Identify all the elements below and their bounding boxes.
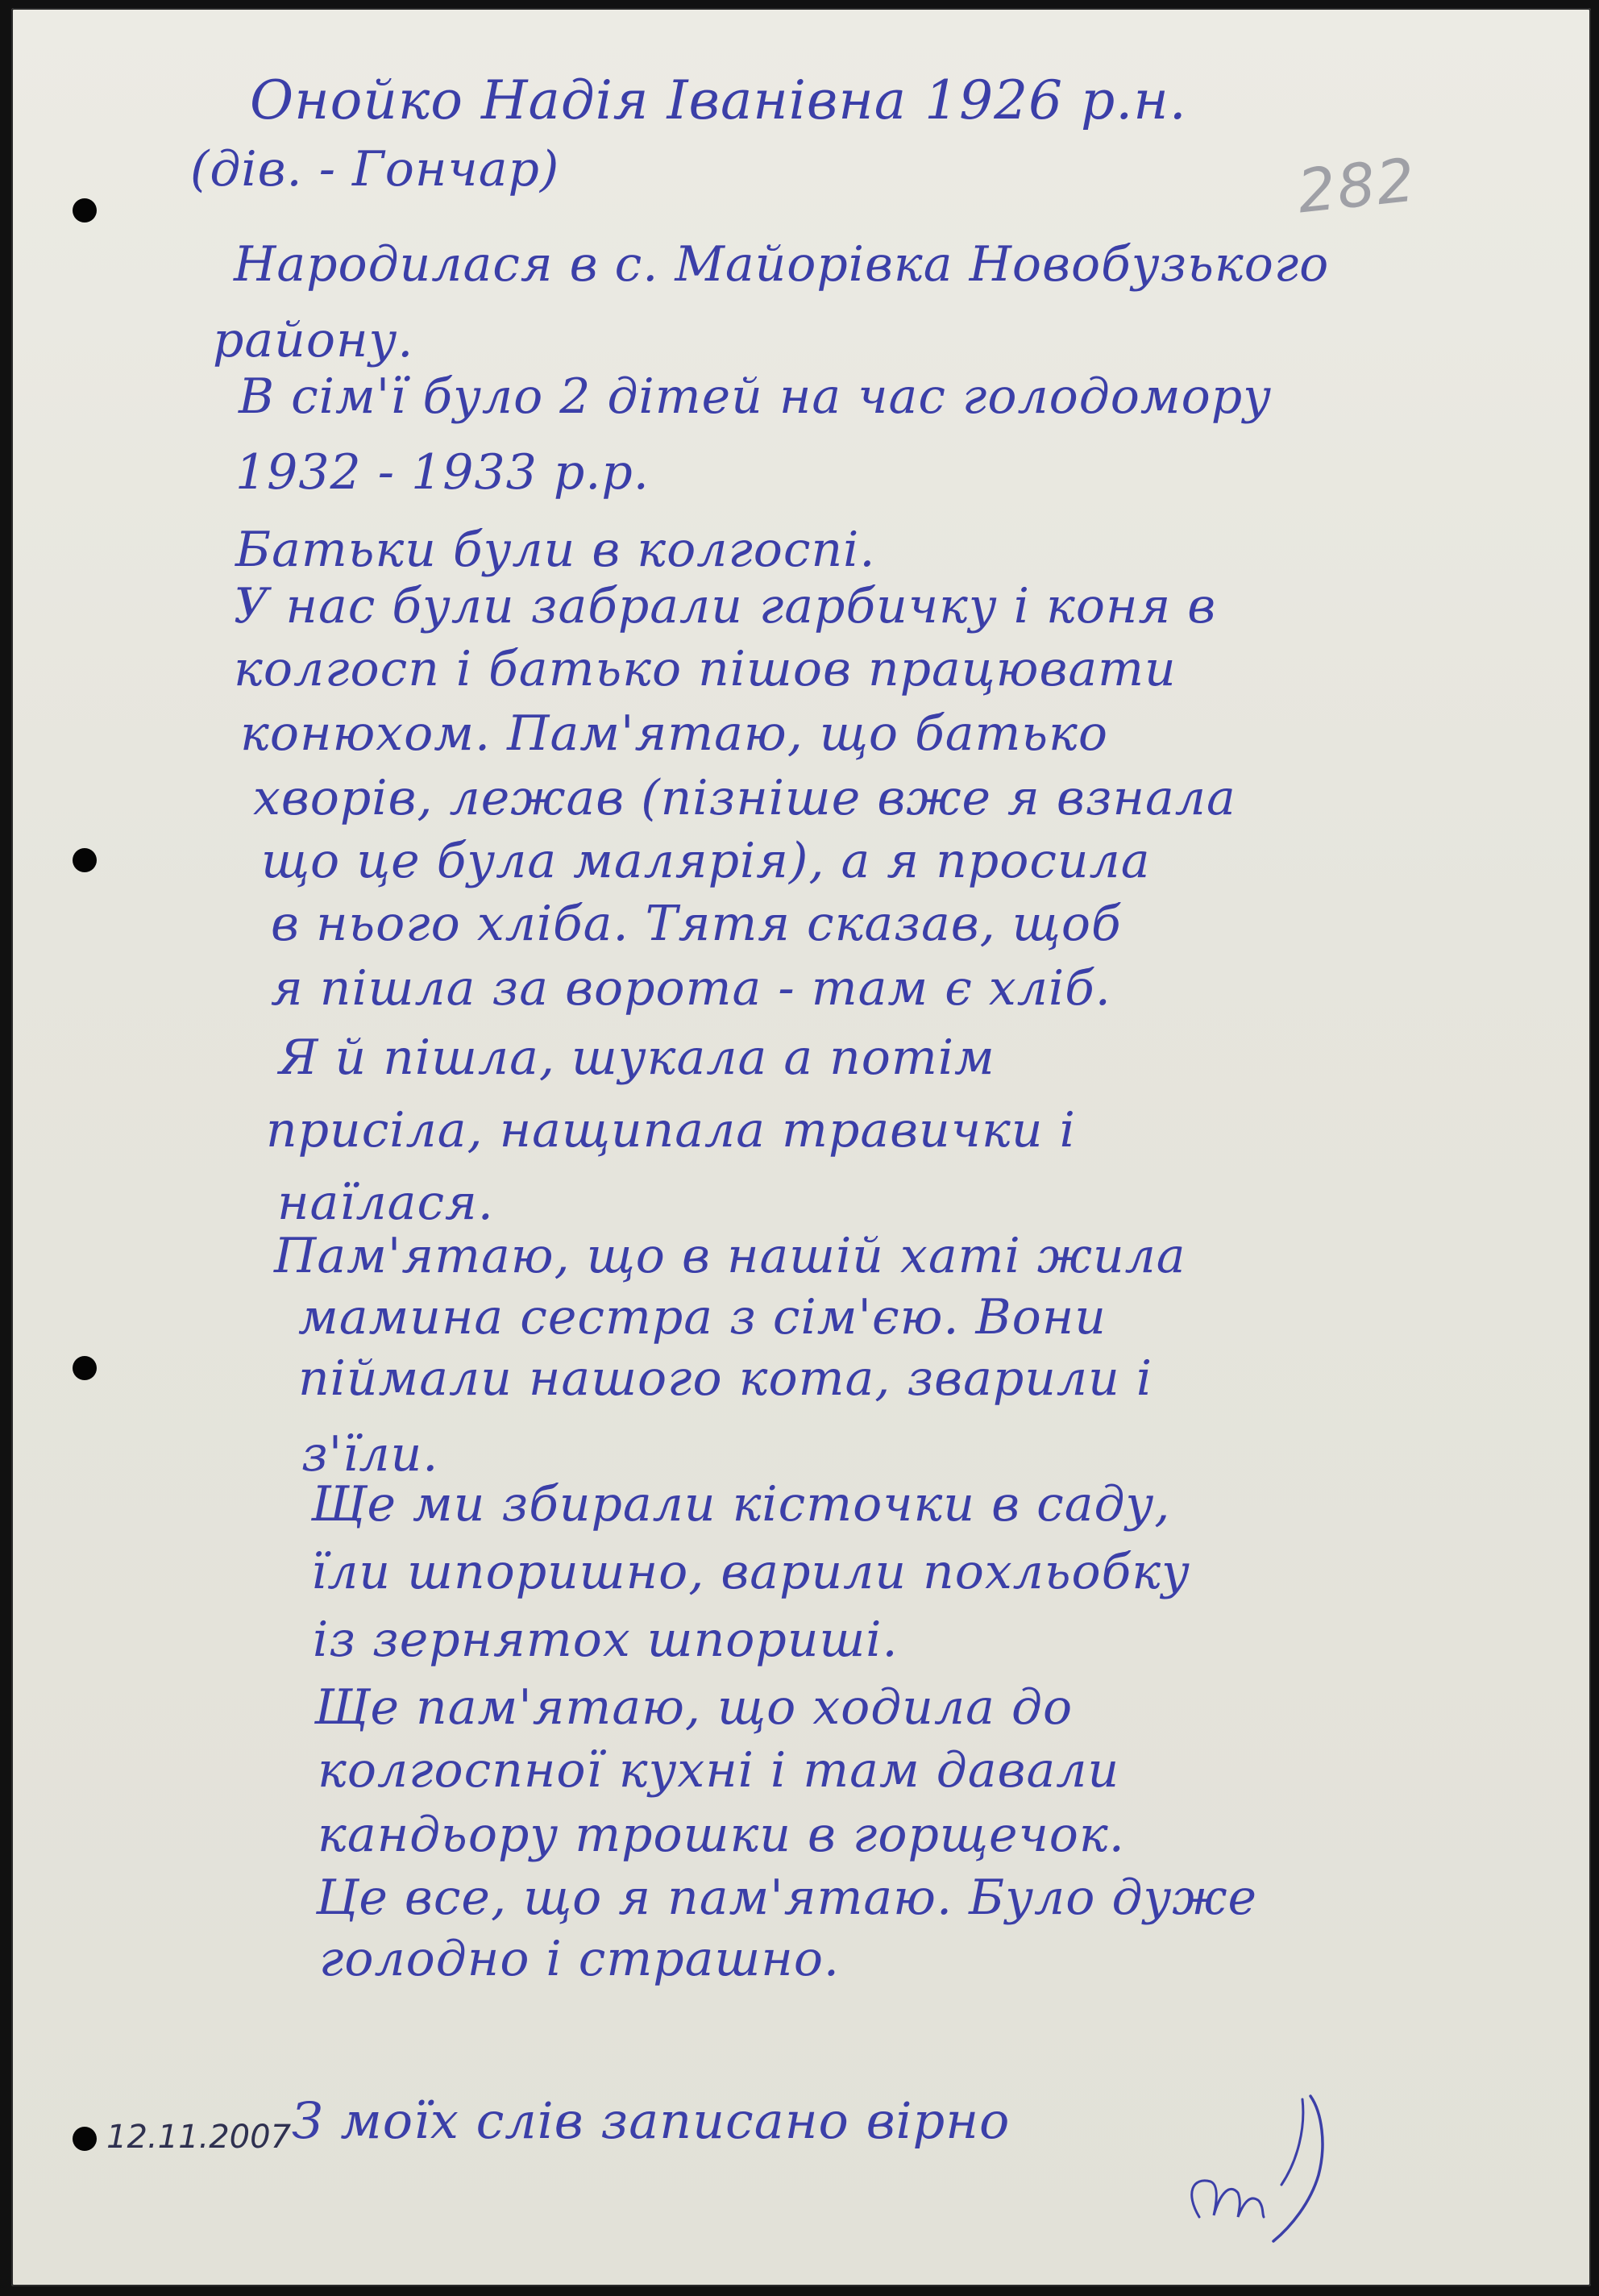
text-line: колгосп і батько пішов працювати <box>234 641 1177 697</box>
text-line: колгоспної кухні і там давали <box>318 1742 1120 1799</box>
heading-name-line: Онойко Надія Іванівна 1926 р.н. <box>250 69 1187 131</box>
text-line: 1932 - 1933 р.р. <box>235 444 650 501</box>
footer-statement: З моїх слів записано вірно <box>292 2091 1011 2150</box>
text-line: що це була малярія), а я просила <box>261 833 1151 889</box>
text-line: Ще ми збирали кісточки в саду, <box>311 1476 1171 1533</box>
heading-maiden-name: (дів. - Гончар) <box>190 141 560 198</box>
text-line: В сім'ї було 2 дітей на час голодомору <box>239 368 1273 425</box>
text-line: піймали нашого кота, зварили і <box>298 1350 1153 1407</box>
footer-date: 12.11.2007 <box>106 2119 292 2156</box>
punch-hole-middle <box>73 848 97 872</box>
text-line: присіла, нащипала травички і <box>266 1102 1076 1158</box>
text-line: Я й пішла, шукала а потім <box>279 1029 995 1086</box>
text-line: з'їли. <box>301 1426 439 1483</box>
text-line: Батьки були в колгоспі. <box>235 522 876 578</box>
text-line: У нас були забрали гарбичку і коня в <box>234 578 1217 634</box>
punch-hole-lower <box>73 1356 97 1380</box>
text-line: хворів, лежав (пізніше вже я взнала <box>253 770 1236 826</box>
text-line: наїлася. <box>277 1175 494 1231</box>
text-line: голодно і страшно. <box>319 1931 841 1987</box>
text-line: Ще пам'ятаю, що ходила до <box>314 1679 1074 1736</box>
punch-hole-top <box>73 198 97 223</box>
text-line: їли шпоришно, варили похльобку <box>311 1544 1190 1600</box>
text-line: району. <box>213 312 414 368</box>
text-line: в нього хліба. Тятя сказав, щоб <box>271 896 1122 952</box>
text-line: Народилася в с. Майорівка Новобузького <box>234 236 1330 293</box>
text-line: кандьору трошки в горщечок. <box>318 1807 1125 1863</box>
text-line: мамина сестра з сім'єю. Вони <box>298 1289 1107 1346</box>
text-line: я пішла за ворота - там є хліб. <box>271 960 1111 1017</box>
archive-number: 282 <box>1294 145 1420 227</box>
text-line: Пам'ятаю, що в нашій хаті жила <box>274 1228 1186 1284</box>
text-line: конюхом. Пам'ятаю, що батько <box>240 705 1109 762</box>
signature <box>1161 2080 1354 2249</box>
punch-hole-bottom <box>73 2127 97 2151</box>
text-line: із зернятох шпориші. <box>313 1612 899 1668</box>
text-line: Це все, що я пам'ятаю. Було дуже <box>316 1870 1257 1926</box>
